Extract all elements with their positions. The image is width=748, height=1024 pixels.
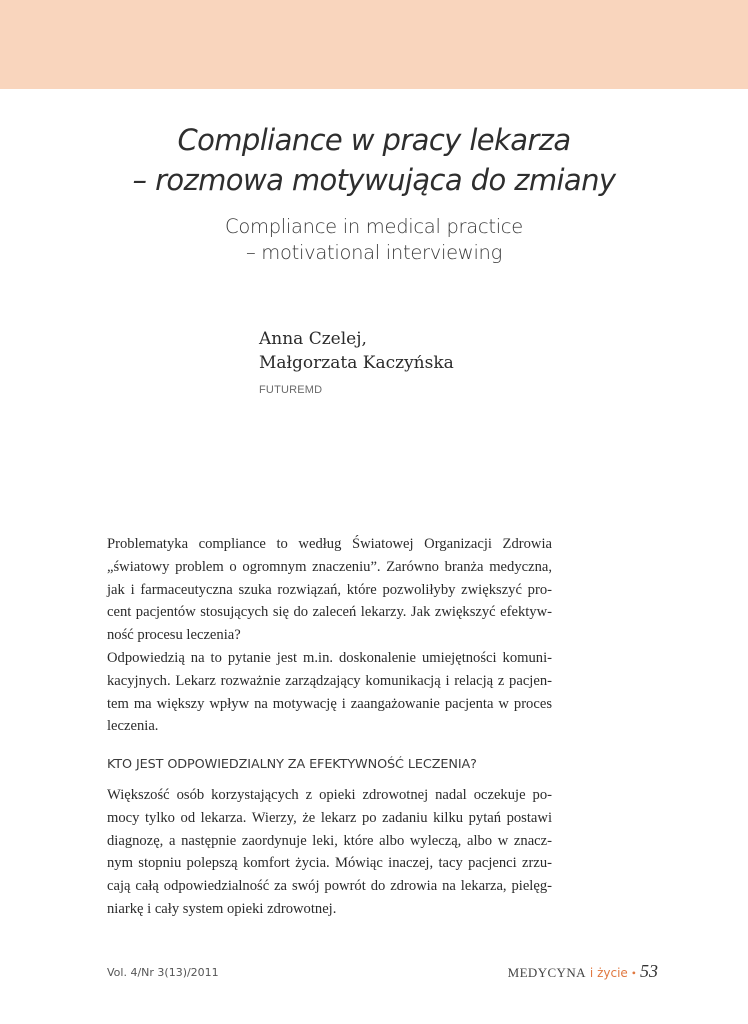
abstract-line: ność procesu leczenia? <box>107 627 241 644</box>
bullet-separator: • <box>631 966 636 980</box>
body-paragraph <box>107 784 552 921</box>
body-line: Większość osób korzystających z opieki zdrowotnej nadal oczekuje po- <box>107 787 552 803</box>
abstract-line: jak i farmaceutyczna szuka rozwiązań, które pozwoliłyby zwiększyć pro- <box>107 581 552 598</box>
affiliation: FUTUREMD <box>259 384 323 396</box>
abstract-line: „światowy problem o ogromnym znaczeniu”. Zarówno branża medyczna, <box>107 558 552 575</box>
abstract-line: Odpowiedzią na to pytanie jest m.in. doskonalenie umiejętności komuni- <box>107 649 552 666</box>
footer-journal <box>508 961 658 982</box>
footer-volume: Vol. 4/Nr 3(13)/2011 <box>107 966 219 979</box>
title-polish-line-2: – rozmowa motywująca do zmiany <box>132 163 616 197</box>
abstract-paragraph <box>107 533 552 738</box>
abstract-line: leczenia. <box>107 718 159 735</box>
body-line: cają całą odpowiedzialność za swój powrót do zdrowia na lekarza, pielęg- <box>107 878 552 895</box>
journal-name: MEDYCYNA <box>507 965 586 980</box>
body-line: nym stopniu polepszą komfort życia. Mówiąc inaczej, tacy pacjenci zrzu- <box>107 855 552 872</box>
abstract-line: tem ma większy wpływ na motywację i zaangażowanie pacjenta w proces <box>107 695 552 712</box>
abstract-line: Problematyka compliance to według Światowej Organizacji Zdrowia <box>107 536 552 552</box>
title-polish-line-1: Compliance w pracy lekarza <box>177 123 571 157</box>
body-line: diagnozę, a następnie zaordynuje leki, które albo wyleczą, albo w znacz- <box>107 832 552 849</box>
title-english-line-2: – motivational interviewing <box>245 241 503 264</box>
body-line: mocy tylko od lekarza. Wierzy, że lekarz po zadaniu kilku pytań postawi <box>107 809 552 826</box>
header-band <box>0 0 748 89</box>
author-1: Anna Czelej, <box>259 329 367 349</box>
body-line: niarkę i cały system opieki zdrowotnej. <box>107 900 337 917</box>
abstract-line: cent pacjentów stosujących się do zaleceń lekarzy. Jak zwiększyć efektyw- <box>107 604 552 621</box>
author-2: Małgorzata Kaczyńska <box>259 353 454 373</box>
section-heading: KTO JEST ODPOWIEDZIALNY ZA EFEKTYWNOŚĆ LECZENIA? <box>107 757 477 772</box>
title-english-line-1: Compliance in medical practice <box>225 215 523 238</box>
abstract-line: kacyjnych. Lekarz rozważnie zarządzający komunikacją i relacją z pacjen- <box>107 672 552 689</box>
journal-name-accent: i życie <box>589 966 628 980</box>
page-number: 53 <box>640 961 658 981</box>
